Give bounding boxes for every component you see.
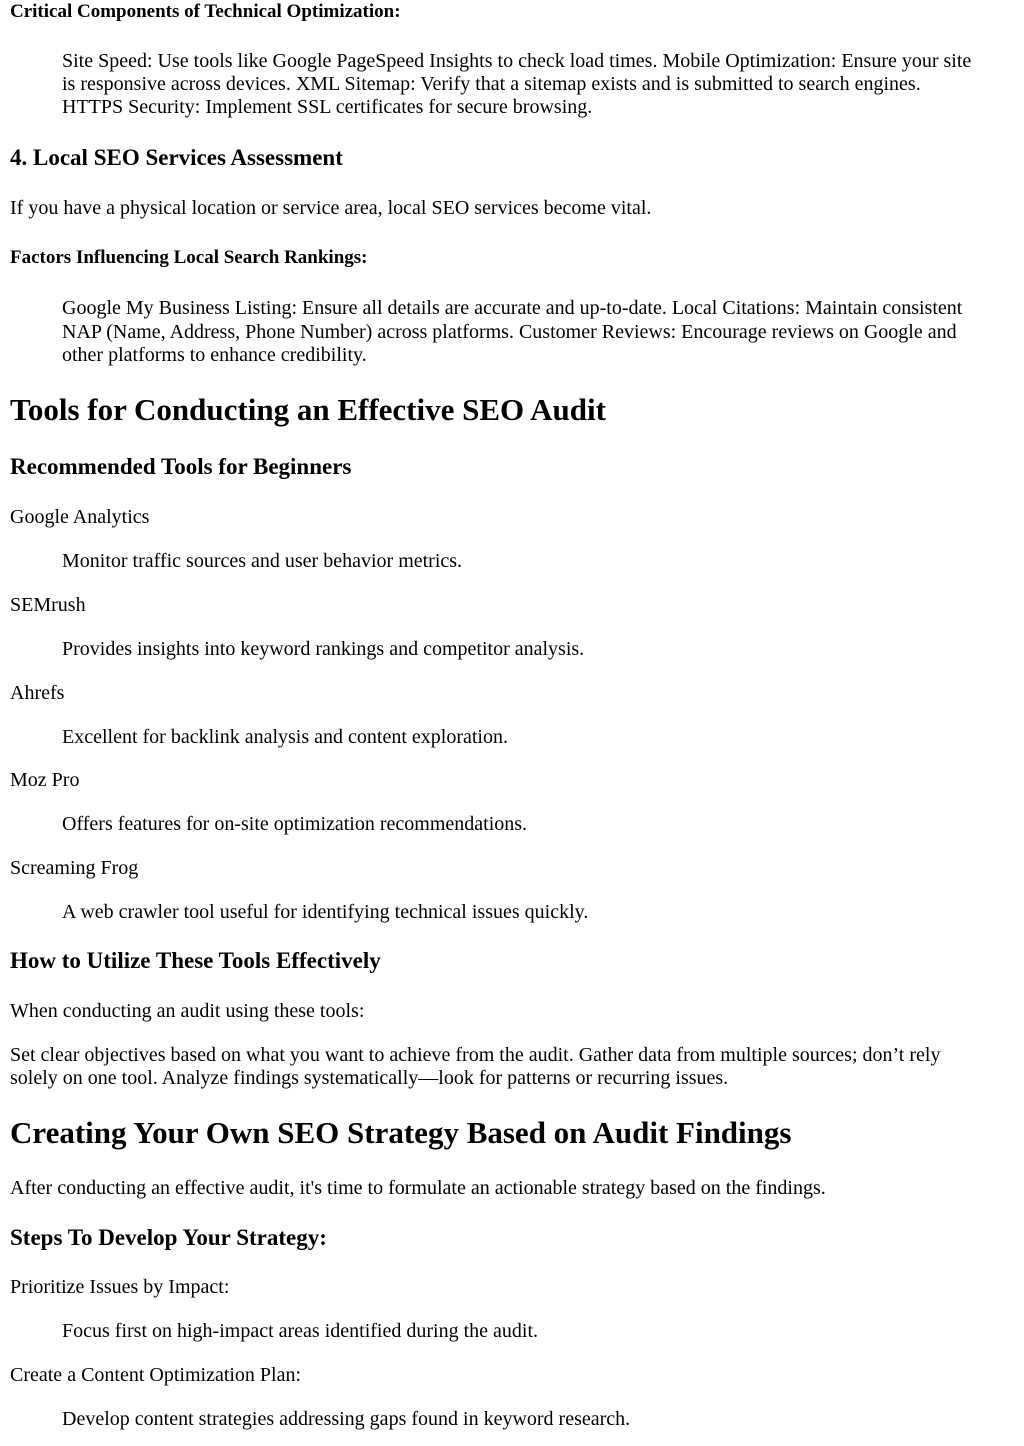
strategy-step-description: Develop content strategies addressing gaps found in keyword research. [62,1408,631,1430]
local-factors-heading: Factors Influencing Local Search Rankings: [10,247,368,268]
tool-description: Provides insights into keyword rankings and competitor analysis. [62,638,585,660]
local-factors-line: NAP (Name, Address, Phone Number) across platforms. Customer Reviews: Encourage reviews on Google and [62,321,957,343]
utilize-tools-line: solely on one tool. Analyze findings systematically—look for patterns or recurring issues. [10,1067,729,1089]
local-factors-line: other platforms to enhance credibility. [62,344,367,366]
strategy-step-term: Prioritize Issues by Impact: [10,1276,230,1298]
tool-description: Excellent for backlink analysis and content exploration. [62,726,508,748]
tool-description: Monitor traffic sources and user behavior metrics. [62,550,463,572]
local-seo-intro: If you have a physical location or service area, local SEO services become vital. [10,197,652,219]
local-factors-line: Google My Business Listing: Ensure all details are accurate and up-to-date. Local Citations: Maintain consistent [62,297,963,319]
strategy-intro: After conducting an effective audit, it's time to formulate an actionable strategy based on the findings. [10,1177,826,1199]
technical-paragraph-line: Site Speed: Use tools like Google PageSpeed Insights to check load times. Mobile Optimization: Ensure your site [62,50,972,72]
technical-components-heading: Critical Components of Technical Optimization: [10,1,401,22]
local-seo-heading: 4. Local SEO Services Assessment [10,145,343,170]
strategy-heading: Creating Your Own SEO Strategy Based on Audit Findings [10,1115,792,1150]
utilize-tools-heading: How to Utilize These Tools Effectively [10,948,381,973]
utilize-tools-line: Set clear objectives based on what you want to achieve from the audit. Gather data from multiple sources; don’t rely [10,1044,941,1066]
beginners-tools-heading: Recommended Tools for Beginners [10,454,352,479]
tool-term: Ahrefs [10,682,65,704]
tool-term: Screaming Frog [10,857,139,879]
tool-term: Moz Pro [10,769,80,791]
tools-heading: Tools for Conducting an Effective SEO Audit [10,392,606,427]
tool-term: SEMrush [10,594,86,616]
strategy-steps-heading: Steps To Develop Your Strategy: [10,1225,327,1250]
tool-term: Google Analytics [10,506,150,528]
technical-paragraph-line: is responsive across devices. XML Sitemap: Verify that a sitemap exists and is submitted to search engines. [62,73,921,95]
tool-description: A web crawler tool useful for identifying technical issues quickly. [62,901,589,923]
strategy-step-description: Focus first on high-impact areas identified during the audit. [62,1320,538,1342]
utilize-tools-intro: When conducting an audit using these tools: [10,1000,365,1022]
tool-description: Offers features for on-site optimization recommendations. [62,813,528,835]
strategy-step-term: Create a Content Optimization Plan: [10,1364,302,1386]
technical-paragraph-line: HTTPS Security: Implement SSL certificates for secure browsing. [62,96,593,118]
